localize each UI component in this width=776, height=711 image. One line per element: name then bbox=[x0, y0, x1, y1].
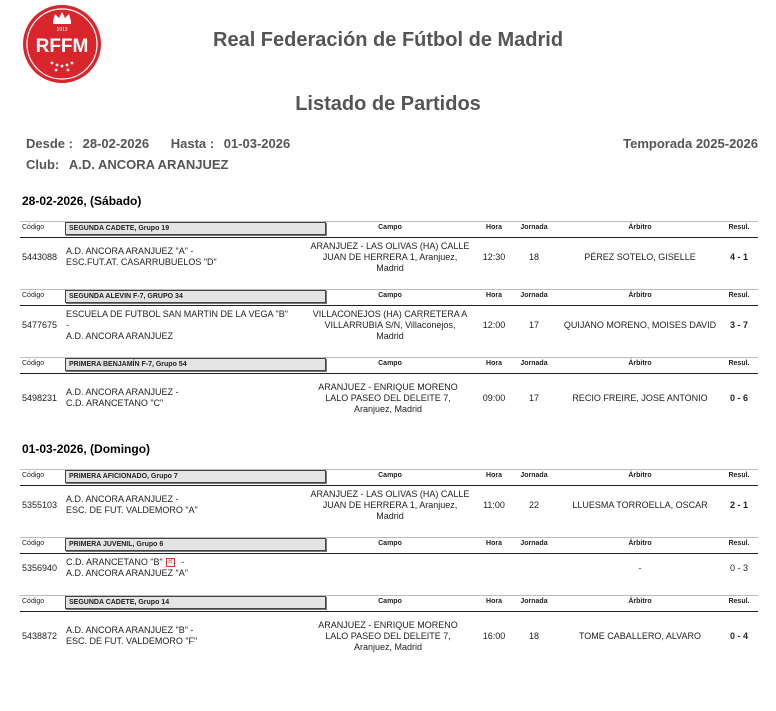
away-team: ESC. DE FUT. VALDEMORO "F" bbox=[66, 636, 198, 646]
match-jornada: 17 bbox=[528, 320, 539, 330]
col-resul: Resul. bbox=[728, 540, 750, 547]
competition-label: PRIMERA BENJAMÍN F-7, Grupo 54 bbox=[65, 358, 326, 371]
match-teams bbox=[66, 375, 306, 421]
match-teams bbox=[66, 239, 306, 275]
col-campo: Campo bbox=[378, 540, 402, 547]
away-team: C.D. ARANCETANO "C" bbox=[66, 398, 164, 408]
col-hora: Hora bbox=[486, 598, 502, 605]
match-code: 5438872 bbox=[22, 631, 58, 641]
away-team: A.D. ANCORA ARANJUEZ bbox=[66, 330, 174, 341]
rffm-logo-icon bbox=[22, 4, 102, 84]
match-hora: 12:00 bbox=[482, 320, 506, 330]
home-team: A.D. ANCORA ARANJUEZ "A" - bbox=[66, 246, 194, 256]
col-resul: Resul. bbox=[728, 292, 750, 299]
col-codigo: Código bbox=[22, 598, 45, 605]
match-result: 3 - 7 bbox=[729, 320, 748, 330]
col-hora: Hora bbox=[486, 472, 502, 479]
col-codigo: Código bbox=[22, 472, 45, 479]
home-team: ESCUELA DE FUTBOL SAN MARTIN DE LA VEGA "B" bbox=[66, 308, 288, 319]
match-teams bbox=[66, 487, 306, 523]
rffm-logo bbox=[22, 4, 102, 84]
hasta-label: Hasta : bbox=[170, 136, 215, 151]
competition-label: SEGUNDA ALEVIN F-7, GRUPO 34 bbox=[65, 290, 326, 303]
col-hora: Hora bbox=[486, 224, 502, 231]
match-code: 5443088 bbox=[22, 252, 58, 262]
home-team: C.D. ARANCETANO "B" bbox=[66, 557, 163, 567]
match-jornada: 18 bbox=[528, 252, 539, 262]
col-jornada: Jornada bbox=[520, 598, 548, 605]
match-block bbox=[20, 537, 758, 581]
competition-label: PRIMERA AFICIONADO, Grupo 7 bbox=[65, 470, 326, 483]
match-teams bbox=[66, 307, 306, 343]
col-codigo: Código bbox=[22, 292, 45, 299]
logo-year: 1913 bbox=[56, 27, 68, 33]
match-hora: 11:00 bbox=[483, 500, 505, 510]
desde-label: Desde : bbox=[26, 136, 73, 151]
match-arbitro: TOME CABALLERO, ALVARO bbox=[578, 630, 702, 641]
match-arbitro: RECIO FREIRE, JOSE ANTONIO bbox=[572, 392, 708, 403]
col-resul: Resul. bbox=[728, 598, 750, 605]
col-campo: Campo bbox=[378, 360, 402, 367]
home-team: A.D. ANCORA ARANJUEZ "B" - bbox=[66, 625, 194, 635]
match-result: 0 - 4 bbox=[729, 631, 748, 641]
col-campo: Campo bbox=[378, 292, 402, 299]
home-team-line bbox=[66, 557, 188, 568]
team-b-badge-icon: B bbox=[166, 558, 175, 567]
match-code: 5356940 bbox=[22, 563, 58, 573]
match-block bbox=[20, 595, 758, 659]
logo-text: RFFM bbox=[35, 36, 89, 57]
home-team: A.D. ANCORA ARANJUEZ - bbox=[66, 387, 179, 397]
col-jornada: Jornada bbox=[520, 360, 548, 367]
col-codigo: Código bbox=[22, 224, 45, 231]
match-hora bbox=[478, 555, 510, 581]
col-jornada: Jornada bbox=[520, 292, 548, 299]
match-hora: 16:00 bbox=[482, 631, 506, 641]
competition-label: PRIMERA JUVENIL, Grupo 6 bbox=[65, 538, 326, 551]
col-arbitro: Árbitro bbox=[628, 224, 652, 231]
team-separator: - bbox=[66, 319, 69, 330]
match-teams bbox=[66, 613, 306, 659]
match-jornada: 17 bbox=[528, 393, 539, 403]
match-campo: ARANJUEZ - ENRIQUE MORENO LALO PASEO DEL DELEITE 7, Aranjuez, Madrid bbox=[318, 619, 458, 652]
match-jornada bbox=[518, 555, 550, 581]
col-campo: Campo bbox=[378, 224, 402, 231]
col-jornada: Jornada bbox=[520, 224, 548, 231]
col-campo: Campo bbox=[378, 598, 402, 605]
col-resul: Resul. bbox=[728, 360, 750, 367]
col-resul: Resul. bbox=[728, 472, 750, 479]
match-campo: ARANJUEZ - LAS OLIVAS (HA) CALLE JUAN DE HERRERA 1, Aranjuez, Madrid bbox=[310, 240, 470, 273]
match-campo: ARANJUEZ - ENRIQUE MORENO LALO PASEO DEL DELEITE 7, Aranjuez, Madrid bbox=[318, 381, 458, 414]
away-team: A.D. ANCORA ARANJUEZ "A" bbox=[66, 568, 188, 578]
day-heading: 28-02-2026, (Sábado) bbox=[22, 194, 142, 208]
match-code: 5477675 bbox=[22, 320, 58, 330]
match-block bbox=[20, 289, 758, 343]
match-campo: ARANJUEZ - LAS OLIVAS (HA) CALLE JUAN DE HERRERA 1, Aranjuez, Madrid bbox=[310, 488, 470, 521]
col-jornada: Jornada bbox=[520, 472, 548, 479]
col-arbitro: Árbitro bbox=[628, 292, 652, 299]
match-arbitro: QUIJANO MORENO, MOISES DAVID bbox=[563, 319, 717, 330]
season: Temporada 2025-2026 bbox=[623, 136, 758, 151]
col-campo: Campo bbox=[378, 472, 402, 479]
away-team: ESC. DE FUT. VALDEMORO "A" bbox=[66, 505, 198, 515]
col-jornada: Jornada bbox=[520, 540, 548, 547]
match-result: 4 - 1 bbox=[729, 252, 748, 262]
col-codigo: Código bbox=[22, 360, 45, 367]
match-block bbox=[20, 357, 758, 421]
document-title: Listado de Partidos bbox=[295, 93, 481, 115]
col-arbitro: Árbitro bbox=[628, 540, 652, 547]
match-teams bbox=[66, 555, 306, 581]
hasta-value: 01-03-2026 bbox=[223, 136, 291, 151]
col-arbitro: Árbitro bbox=[628, 360, 652, 367]
match-result: 0 - 6 bbox=[729, 393, 748, 403]
club-value: A.D. ANCORA ARANJUEZ bbox=[68, 157, 229, 172]
match-block bbox=[20, 221, 758, 275]
match-result: 0 - 3 bbox=[729, 563, 748, 573]
match-hora: 09:00 bbox=[482, 393, 506, 403]
match-result: 2 - 1 bbox=[729, 500, 748, 510]
col-resul: Resul. bbox=[728, 224, 750, 231]
match-block bbox=[20, 469, 758, 523]
col-arbitro: Árbitro bbox=[628, 472, 652, 479]
club-label: Club: bbox=[26, 157, 60, 172]
col-arbitro: Árbitro bbox=[628, 598, 652, 605]
match-arbitro: - bbox=[638, 562, 642, 573]
match-code: 5498231 bbox=[22, 393, 58, 403]
organization-title: Real Federación de Fútbol de Madrid bbox=[213, 29, 564, 51]
away-team: ESC.FUT.AT. CASARRUBUELOS "D" bbox=[66, 257, 217, 267]
match-campo: VILLACONEJOS (HA) CARRETERA A VILLARRUBIA S/N, Villaconejos, Madrid bbox=[312, 308, 468, 341]
team-separator: - bbox=[181, 557, 185, 567]
competition-label: SEGUNDA CADETE, Grupo 14 bbox=[65, 596, 326, 609]
match-campo bbox=[310, 555, 470, 581]
day-heading: 01-03-2026, (Domingo) bbox=[22, 442, 151, 456]
date-range bbox=[26, 136, 290, 151]
col-codigo: Código bbox=[22, 540, 45, 547]
desde-value: 28-02-2026 bbox=[82, 136, 150, 151]
col-hora: Hora bbox=[486, 540, 502, 547]
match-arbitro: LLUESMA TORROELLA, OSCAR bbox=[572, 499, 708, 510]
match-hora: 12:30 bbox=[482, 252, 506, 262]
match-jornada: 18 bbox=[528, 631, 539, 641]
match-jornada: 22 bbox=[528, 500, 539, 510]
home-team: A.D. ANCORA ARANJUEZ - bbox=[66, 494, 179, 504]
col-hora: Hora bbox=[486, 360, 502, 367]
match-code: 5355103 bbox=[22, 500, 58, 510]
col-hora: Hora bbox=[486, 292, 502, 299]
club-line bbox=[26, 157, 228, 172]
competition-label: SEGUNDA CADETE, Grupo 19 bbox=[65, 222, 326, 235]
match-arbitro: PÉREZ SOTELO, GISELLE bbox=[584, 251, 696, 262]
